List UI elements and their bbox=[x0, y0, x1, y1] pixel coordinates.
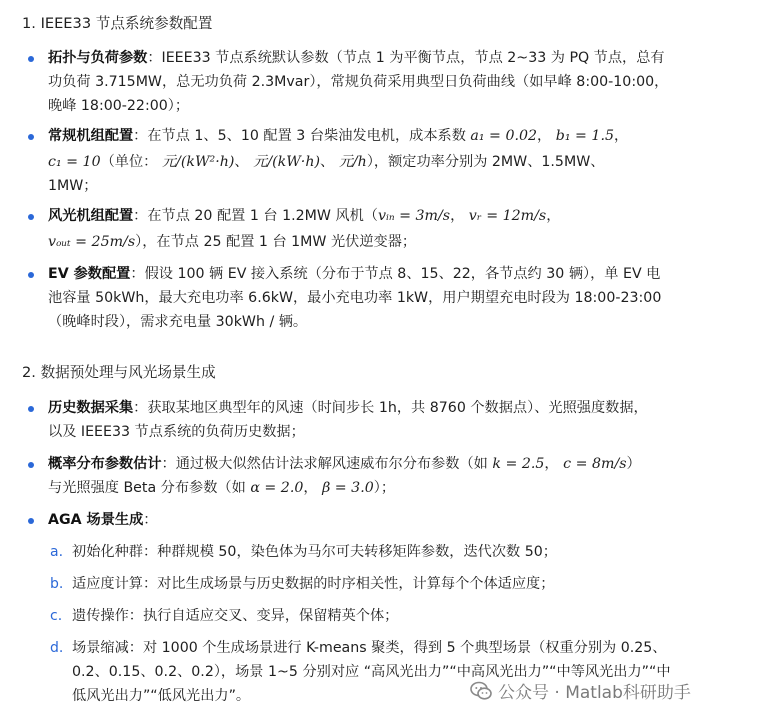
list-item-line: 拓扑与负荷参数：IEEE33 节点系统默认参数（节点 1 为平衡节点，节点 2~33 为 PQ 节点，总有 bbox=[48, 50, 665, 66]
list-item-ev-params bbox=[28, 262, 738, 334]
section-heading-1: 1. IEEE33 节点系统参数配置 bbox=[22, 15, 213, 32]
list-item-line: 晚峰 18:00-22:00）； bbox=[48, 98, 190, 114]
list-item-line: c₁ = 10（单位： 元/(kW²·h)、 元/(kW·h)、 元/h），额定功率分别为 2MW、1.5MW、 bbox=[48, 154, 605, 170]
item-title: 历史数据采集 bbox=[48, 400, 134, 416]
list-item-line: AGA 场景生成： bbox=[48, 512, 158, 528]
sub-item-line: 遗传操作：执行自适应交叉、变异，保留精英个体； bbox=[72, 608, 399, 624]
sub-item-line: 适应度计算：对比生成场景与历史数据的时序相关性，计算每个个体适应度； bbox=[72, 576, 555, 592]
list-item-line: vₒᵤₜ = 25m/s），在节点 25 配置 1 台 1MW 光伏逆变器； bbox=[48, 234, 417, 250]
list-item-conventional-units bbox=[28, 124, 738, 196]
bullet-dot bbox=[28, 56, 34, 62]
item-title: 拓扑与负荷参数 bbox=[48, 50, 148, 66]
math-expression: vᵢₙ = 3m/s bbox=[378, 208, 451, 224]
math-expression: c = 8m/s bbox=[563, 456, 627, 472]
bullet-dot bbox=[28, 462, 34, 468]
sub-item-init-population bbox=[50, 540, 740, 564]
item-title: 常规机组配置 bbox=[48, 128, 134, 144]
watermark bbox=[470, 678, 691, 703]
wechat-icon bbox=[470, 681, 492, 701]
list-item-line: （晚峰时段），需求充电量 30kWh / 辆。 bbox=[48, 314, 308, 330]
sub-item-fitness bbox=[50, 572, 740, 596]
math-expression: c₁ = 10 bbox=[48, 154, 101, 170]
list-item-line: 以及 IEEE33 节点系统的负荷历史数据； bbox=[48, 424, 305, 440]
list-item-line: 1MW； bbox=[48, 178, 98, 194]
watermark-text: 公众号 · Matlab科研助手 bbox=[498, 683, 691, 703]
math-expression: vᵣ = 12m/s bbox=[468, 208, 547, 224]
bullet-dot bbox=[28, 214, 34, 220]
sub-item-line: 低风光出力”“低风光出力”。 bbox=[72, 688, 251, 704]
math-expression: a₁ = 0.02 bbox=[470, 128, 538, 144]
item-title: 概率分布参数估计 bbox=[48, 456, 162, 472]
sub-item-line: 初始化种群：种群规模 50，染色体为马尔可夫转移矩阵参数，迭代次数 50； bbox=[72, 544, 557, 560]
bullet-dot bbox=[28, 406, 34, 412]
list-item-line: 功负荷 3.715MW，总无功负荷 2.3Mvar），常规负荷采用典型日负荷曲线（如早峰 8:00-10:00， bbox=[48, 74, 669, 90]
sub-item-marker: c. bbox=[50, 608, 63, 624]
bullet-dot bbox=[28, 518, 34, 524]
section-heading-2: 2. 数据预处理与风光场景生成 bbox=[22, 364, 216, 381]
item-title: EV 参数配置 bbox=[48, 266, 131, 282]
item-title: AGA 场景生成 bbox=[48, 512, 144, 528]
sub-item-genetic-ops bbox=[50, 604, 740, 628]
sub-item-marker: a. bbox=[50, 544, 64, 560]
list-item-line: 与光照强度 Beta 分布参数（如 α = 2.0， β = 3.0）； bbox=[48, 480, 396, 496]
math-expression: 元/(kW·h) bbox=[253, 154, 320, 170]
math-expression: 元/h bbox=[338, 154, 367, 170]
list-item-line: 历史数据采集：获取某地区典型年的风速（时间步长 1h，共 8760 个数据点）、光照强度数据， bbox=[48, 400, 648, 416]
list-item-aga-generation bbox=[28, 508, 738, 534]
math-expression: α = 2.0 bbox=[250, 480, 304, 496]
sub-item-line: 场景缩减：对 1000 个生成场景进行 K-means 聚类，得到 5 个典型场景（权重分别为 0.25、 bbox=[72, 640, 667, 656]
bullet-dot bbox=[28, 272, 34, 278]
list-item-wind-solar-units bbox=[28, 204, 738, 254]
math-expression: k = 2.5 bbox=[492, 456, 545, 472]
list-item-line: EV 参数配置：假设 100 辆 EV 接入系统（分布于节点 8、15、22，各节点约 30 辆），单 EV 电 bbox=[48, 266, 661, 282]
sub-item-line: 0.2、0.15、0.2、0.2），场景 1~5 分别对应 “高风光出力”“中高风光出力”“中等风光出力”“中 bbox=[72, 664, 671, 680]
math-expression: vₒᵤₜ = 25m/s bbox=[48, 234, 136, 250]
item-title: 风光机组配置 bbox=[48, 208, 134, 224]
list-item-distribution-estimation bbox=[28, 452, 738, 502]
sub-item-marker: b. bbox=[50, 576, 64, 592]
list-item-line: 风光机组配置：在节点 20 配置 1 台 1.2MW 风机（vᵢₙ = 3m/s， vᵣ = 12m/s， bbox=[48, 208, 561, 224]
bullet-dot bbox=[28, 134, 34, 140]
list-item-history-data bbox=[28, 396, 738, 446]
math-expression: β = 3.0 bbox=[322, 480, 374, 496]
math-expression: b₁ = 1.5 bbox=[555, 128, 614, 144]
list-item-line: 概率分布参数估计：通过极大似然估计法求解风速威布尔分布参数（如 k = 2.5， c = 8m/s） bbox=[48, 456, 641, 472]
list-item-topology-load bbox=[28, 46, 738, 118]
sub-item-marker: d. bbox=[50, 640, 64, 656]
math-expression: 元/(kW²·h) bbox=[161, 154, 235, 170]
list-item-line: 池容量 50kWh，最大充电功率 6.6kW，最小充电功率 1kW，用户期望充电时段为 18:00-23:00 bbox=[48, 290, 662, 306]
list-item-line: 常规机组配置：在节点 1、5、10 配置 3 台柴油发电机，成本系数 a₁ = 0.02， b₁ = 1.5， bbox=[48, 128, 629, 144]
